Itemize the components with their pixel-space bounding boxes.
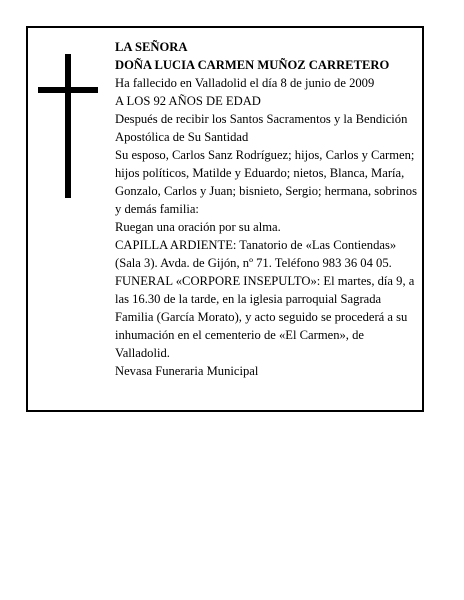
death-announcement: Ha fallecido en Valladolid el día 8 de junio de 2009	[115, 76, 375, 90]
cross-horizontal-bar	[38, 87, 98, 93]
chapel-details: CAPILLA ARDIENTE: Tanatorio de «Las Contiendas» (Sala 3). Avda. de Gijón, nº 71. Teléfono 983 36 04 05.	[115, 238, 397, 270]
funeral-details: FUNERAL «CORPORE INSEPULTO»: El martes, día 9, a las 16.30 de la tarde, en la iglesia parroquial Sagrada Familia (García Morato), y acto seguido se procederá a su inhumación en el cementerio de «El Carmen», de Valladolid.	[115, 274, 415, 360]
deceased-name: DOÑA LUCIA CARMEN MUÑOZ CARRETERO	[115, 58, 390, 72]
obituary-text	[115, 38, 420, 380]
family-paragraph: Su esposo, Carlos Sanz Rodríguez; hijos, Carlos y Carmen; hijos políticos, Matilde y Eduardo; nietos, Blanca, María, Gonzalo, Carlos y Juan; bisnieto, Sergio; hermana, sobrinos y demás familia:	[115, 148, 417, 216]
age-line: A LOS 92 AÑOS DE EDAD	[115, 94, 261, 108]
sacraments-paragraph: Después de recibir los Santos Sacramentos y la Bendición Apostólica de Su Santidad	[115, 112, 408, 144]
notice-title: LA SEÑORA	[115, 40, 188, 54]
cross-vertical-bar	[65, 54, 71, 198]
prayer-request: Ruegan una oración por su alma.	[115, 220, 281, 234]
latin-cross-icon	[38, 54, 98, 198]
funeral-home: Nevasa Funeraria Municipal	[115, 364, 259, 378]
